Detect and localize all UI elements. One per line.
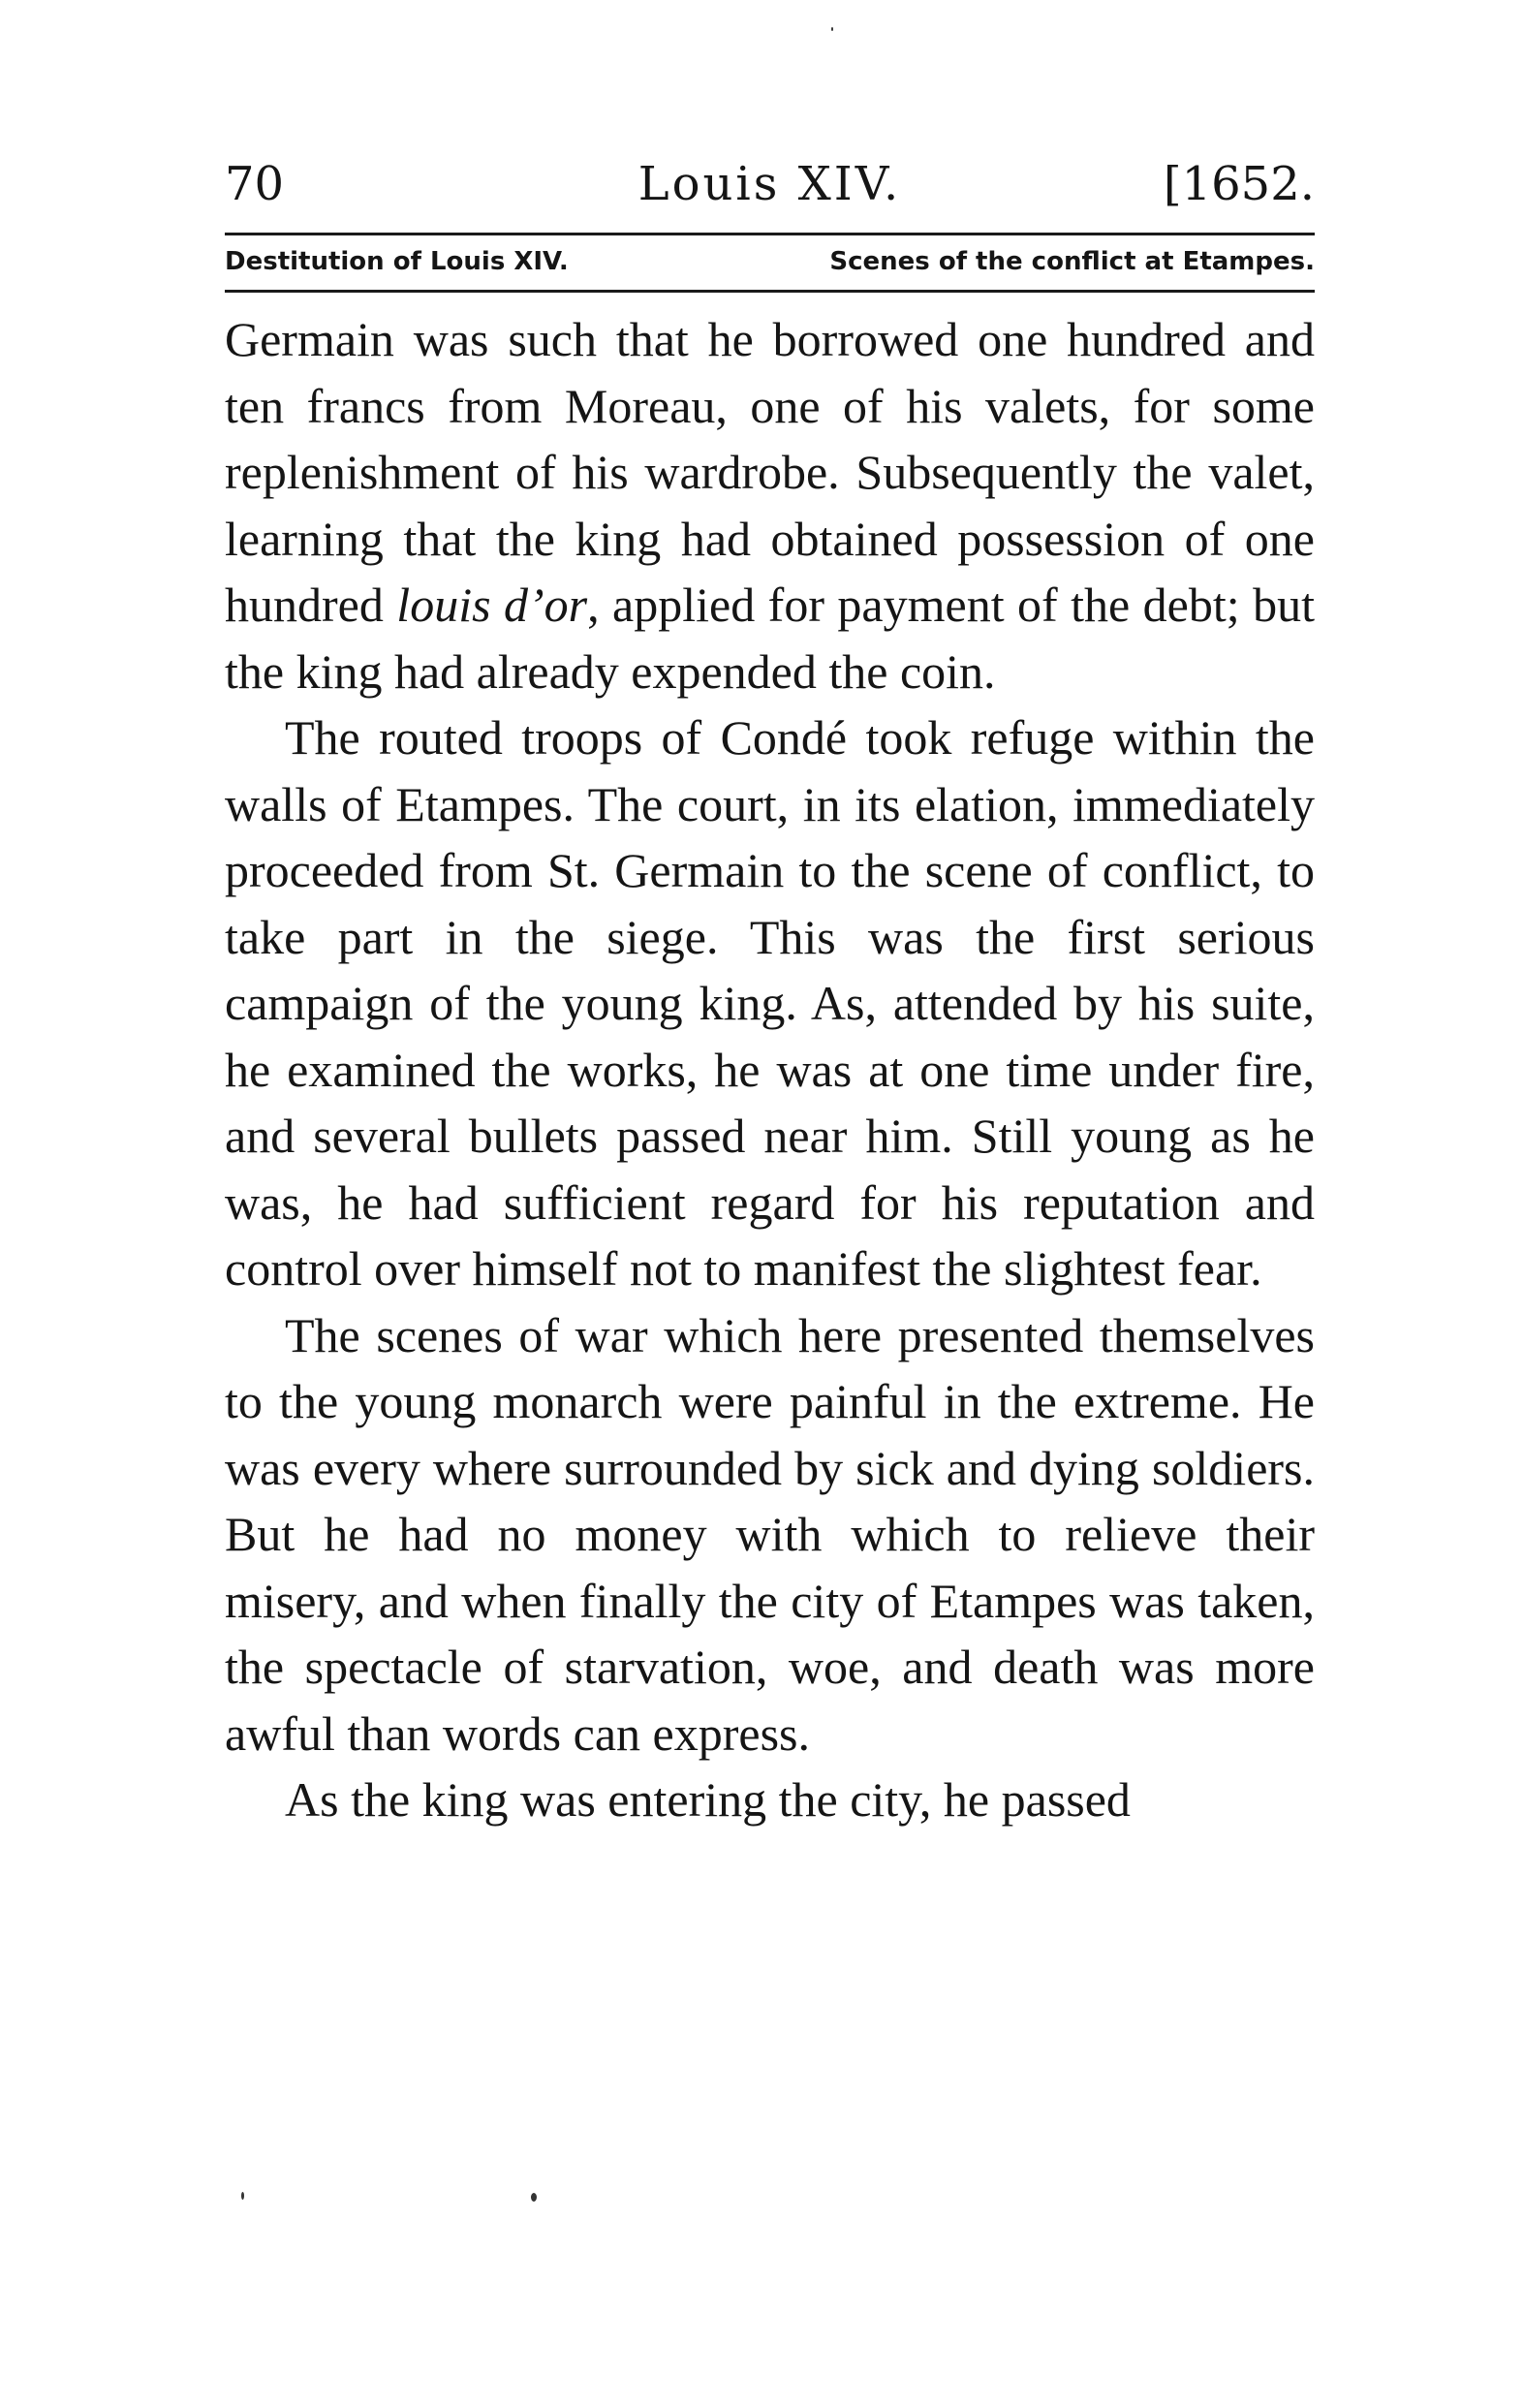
subheading-left: Destitution of Louis XIV. [225,247,569,276]
section-subheadings [225,235,1315,290]
running-head [225,145,1315,233]
paragraph-1 [225,306,1315,704]
print-speck [531,2193,537,2202]
header-rule-bottom [225,290,1315,293]
paragraph-4: As the king was entering the city, he passed [285,1772,1131,1827]
book-page [225,145,1315,1833]
running-title: Louis XIV. [637,157,902,211]
paragraph-1-text-end: , applied for payment of the debt; but the king had already expended the coin. [225,578,1315,699]
print-speck [241,2192,244,2200]
running-year: [1652. [1163,157,1315,211]
italic-phrase: louis d’or [396,578,588,632]
page-number: 70 [225,157,285,211]
body-text [225,306,1315,1833]
paragraph-3: The scenes of war which here presented themselves to the young monarch were painful in the extreme. He was every where surrounded by sick and dying soldiers. But he had no money with which to relieve their misery, and when finally the city of Etampes was taken, the spectacle of starvation, woe, and death was more awful than words can express. [225,1307,1315,1761]
subheading-right: Scenes of the conflict at Etampes. [829,247,1315,276]
paragraph-1-text: Germain was such that he borrowed one hundred and ten francs from Moreau, one of his valets, for some replenishment of his wardrobe. Subsequently the valet, learning that the king had obtained possession of one hundred [225,312,1315,632]
paragraph-2: The routed troops of Condé took refuge within the walls of Etampes. The court, in its elation, immediately proceeded from St. Germain to the scene of conflict, to take part in the siege. This was the first serious campaign of the young king. As, attended by his suite, he examined the works, he was at one time under fire, and several bullets passed near him. Still young as he was, he had sufficient regard for his reputation and control over himself not to manifest the slightest fear. [225,710,1315,1296]
print-speck [831,27,833,31]
